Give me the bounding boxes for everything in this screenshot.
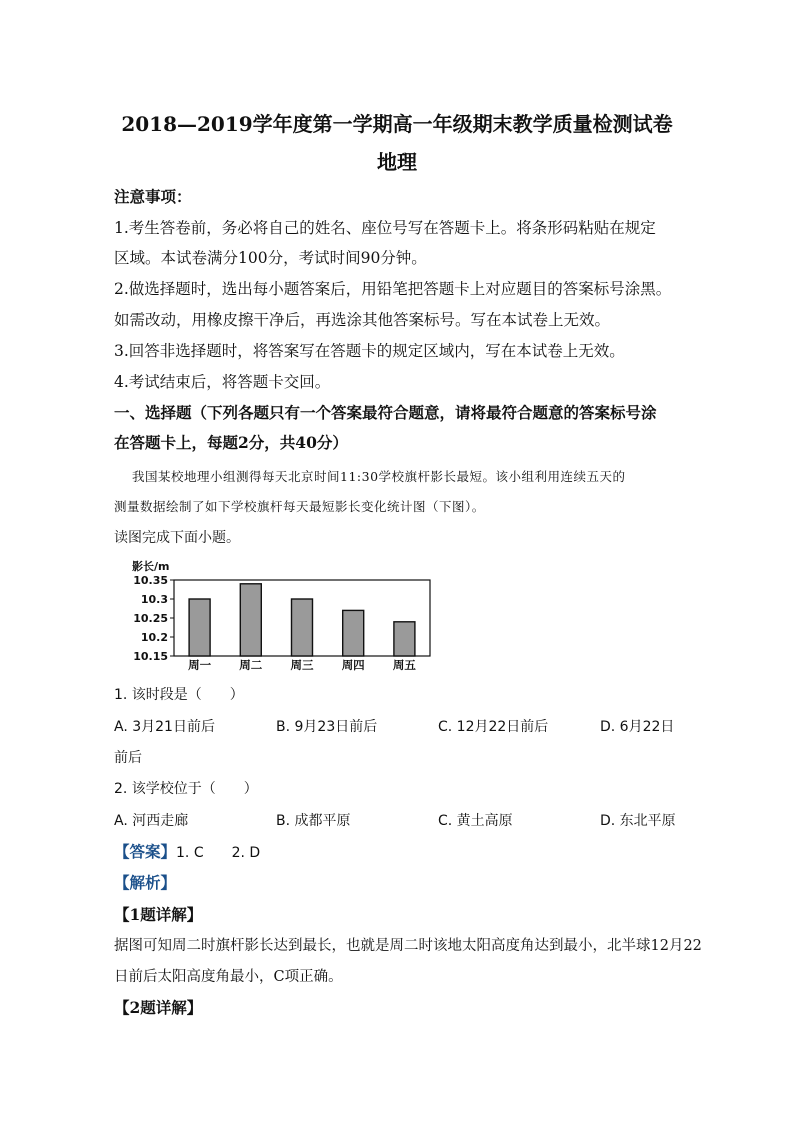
question-1-option-a: A. 3月21日前后 bbox=[114, 719, 215, 735]
exam-title: 2018—2019学年度第一学期高一年级期末教学质量检测试卷 bbox=[121, 112, 673, 136]
section-heading: 一、选择题（下列各题只有一个答案最符合题意，请将最符合题意的答案标号涂 bbox=[114, 403, 657, 422]
chart-bar bbox=[394, 622, 415, 656]
passage-line: 我国某校地理小组测得每天北京时间11:30学校旗杆影长最短。该小组利用连续五天的 bbox=[132, 469, 626, 484]
answer-text: 1. C 2. D bbox=[176, 845, 261, 861]
subject-title: 地理 bbox=[377, 150, 417, 174]
q1-detail-line: 日前后太阳高度角最小，C项正确。 bbox=[114, 969, 343, 985]
chart-ytick-label: 10.3 bbox=[140, 593, 168, 606]
notes-line: 如需改动，用橡皮擦干净后，再选涂其他答案标号。写在本试卷上无效。 bbox=[114, 311, 611, 329]
chart-xtick-label: 周三 bbox=[290, 658, 314, 672]
q1-detail-line: 据图可知周二时旗杆影长达到最长，也就是周二时该地太阳高度角达到最小，北半球12月22 bbox=[114, 938, 702, 954]
answer-row bbox=[114, 841, 714, 864]
analysis-label: 【解析】 bbox=[114, 873, 177, 892]
question-2-option-c: C. 黄土高原 bbox=[438, 813, 513, 829]
question-2-option-b: B. 成都平原 bbox=[276, 813, 351, 829]
chart-bar bbox=[189, 599, 210, 656]
passage-line: 测量数据绘制了如下学校旗杆每天最短影长变化统计图（下图）。 bbox=[114, 499, 485, 514]
notes-line: 3.回答非选择题时，将答案写在答题卡的规定区域内，写在本试卷上无效。 bbox=[114, 342, 625, 360]
question-1-option-d: D. 6月22日 bbox=[600, 719, 675, 735]
section-heading-cont: 在答题卡上，每题2分，共40分） bbox=[114, 433, 348, 452]
chart-ytick-label: 10.2 bbox=[140, 631, 168, 644]
notes-heading: 注意事项： bbox=[114, 187, 192, 206]
chart-xtick-label: 周五 bbox=[392, 658, 416, 672]
chart-xtick-label: 周二 bbox=[239, 658, 263, 672]
q2-detail-label: 【2题详解】 bbox=[114, 998, 203, 1017]
question-2-option-a: A. 河西走廊 bbox=[114, 813, 189, 829]
chart-xtick-label: 周一 bbox=[188, 658, 212, 672]
answer-label: 【答案】 bbox=[114, 842, 177, 861]
shadow-length-chart bbox=[130, 560, 440, 676]
question-2-option-d: D. 东北平原 bbox=[600, 813, 676, 829]
question-1-stem: 1. 该时段是（ ） bbox=[114, 687, 244, 703]
question-1-option-d-wrap: 前后 bbox=[114, 750, 142, 766]
question-1-option-c: C. 12月22日前后 bbox=[438, 719, 549, 735]
q1-detail-label: 【1题详解】 bbox=[114, 905, 203, 924]
notes-line: 区域。本试卷满分100分，考试时间90分钟。 bbox=[114, 249, 427, 267]
question-1-option-b: B. 9月23日前后 bbox=[276, 719, 378, 735]
notes-line: 4.考试结束后，将答题卡交回。 bbox=[114, 373, 331, 391]
chart-bar bbox=[240, 584, 261, 656]
chart-ytick-label: 10.15 bbox=[133, 650, 168, 663]
question-2-stem: 2. 该学校位于（ ） bbox=[114, 781, 258, 797]
read-instruction: 读图完成下面小题。 bbox=[114, 530, 240, 546]
analysis-row bbox=[114, 872, 714, 894]
chart-bar bbox=[292, 599, 313, 656]
notes-line: 1.考生答卷前，务必将自己的姓名、座位号写在答题卡上。将条形码粘贴在规定 bbox=[114, 219, 656, 237]
chart-ytick-label: 10.35 bbox=[133, 574, 168, 587]
chart-ylabel: 影长/m bbox=[132, 560, 170, 573]
chart-bar bbox=[343, 610, 364, 656]
notes-line: 2.做选择题时，选出每小题答案后，用铅笔把答题卡上对应题目的答案标号涂黑。 bbox=[114, 280, 672, 298]
chart-xtick-label: 周四 bbox=[341, 658, 365, 672]
chart-ytick-label: 10.25 bbox=[133, 612, 168, 625]
